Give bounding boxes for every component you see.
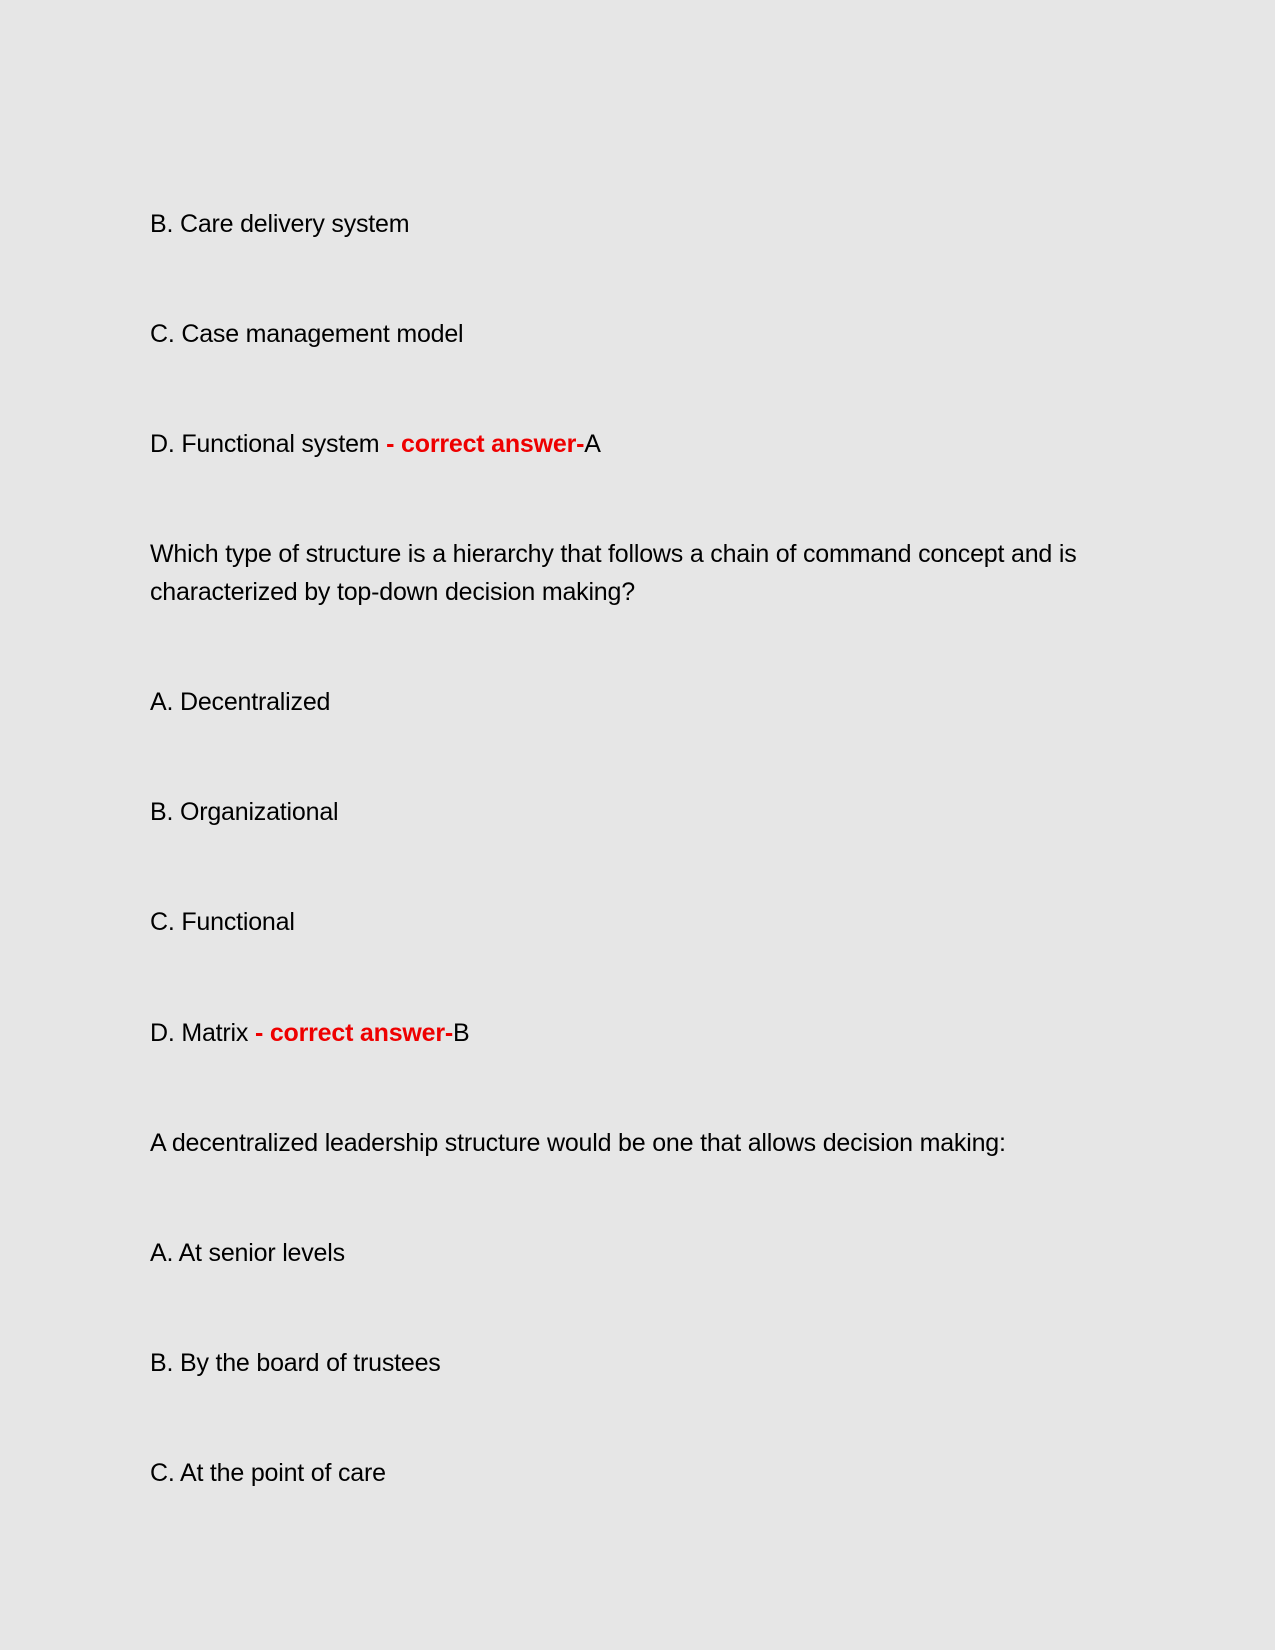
option-text: A. At senior levels [150, 1239, 345, 1267]
option-text: C. Functional [150, 908, 295, 936]
option-text: B. Organizational [150, 798, 339, 826]
option-c-case-management [150, 315, 463, 353]
correct-answer-value: B [453, 1019, 470, 1047]
option-text: D. Matrix [150, 1019, 255, 1047]
option-b-care-delivery [150, 205, 409, 243]
correct-answer-label: - correct answer- [254, 1019, 454, 1047]
option-text: A. Decentralized [150, 688, 331, 716]
option-c-point-of-care [150, 1454, 386, 1492]
option-d-matrix [150, 1014, 470, 1052]
question-text: A decentralized leadership structure would be one that allows decision making: [150, 1129, 1006, 1157]
option-text: B. By the board of trustees [150, 1349, 441, 1377]
option-d-functional-system [150, 425, 601, 463]
option-b-organizational [150, 793, 338, 831]
correct-answer-value: A [584, 430, 601, 458]
correct-answer-label: - correct answer- [386, 430, 585, 458]
option-c-functional [150, 903, 295, 941]
option-text: B. Care delivery system [150, 210, 410, 238]
option-text: D. Functional system [150, 430, 387, 458]
option-text: C. Case management model [150, 320, 464, 348]
option-a-senior-levels [150, 1234, 345, 1272]
question-decentralized-leadership [150, 1124, 1006, 1162]
question-hierarchy-structure [150, 535, 1110, 611]
question-text: Which type of structure is a hierarchy that follows a chain of command concept and is characterized by top-down decision making? [150, 540, 1077, 606]
option-b-board-of-trustees [150, 1344, 441, 1382]
option-text: C. At the point of care [150, 1459, 386, 1487]
option-a-decentralized [150, 683, 330, 721]
